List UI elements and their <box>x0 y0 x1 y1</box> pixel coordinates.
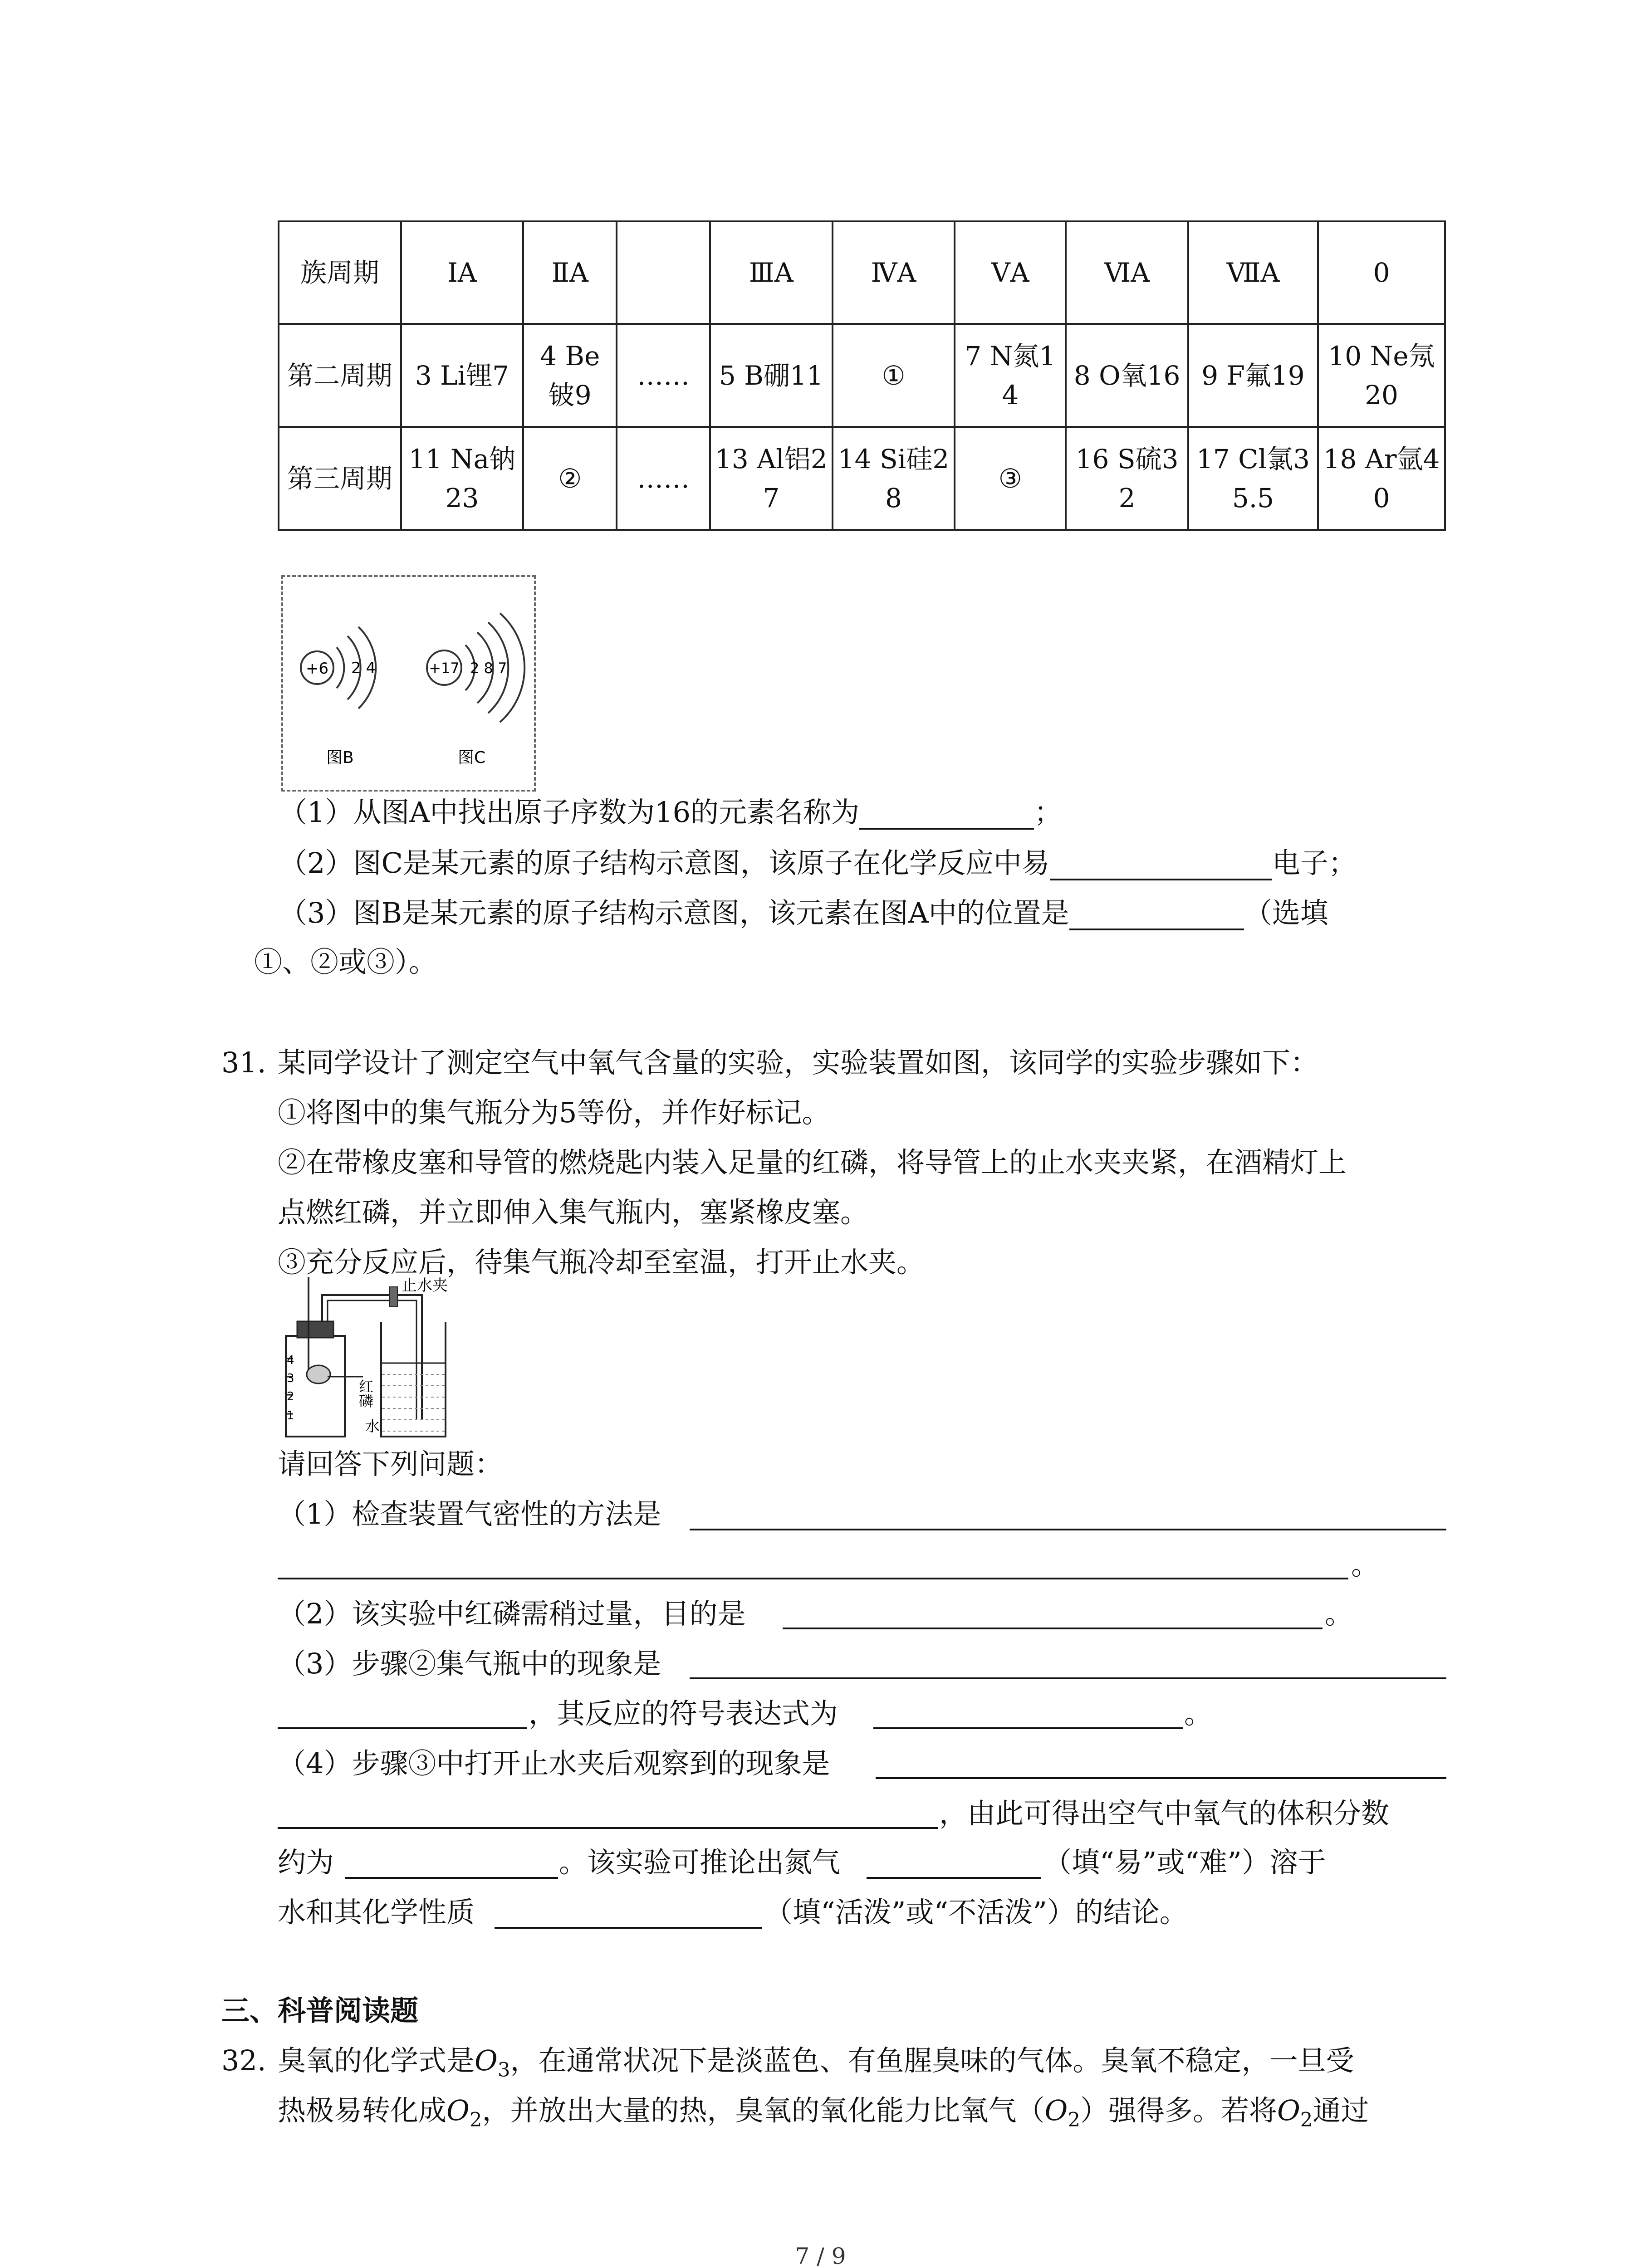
q30-part1-text: （1）从图A中找出原子序数为16的元素名称为 <box>279 796 860 829</box>
q31-step2a: ②在带橡皮塞和导管的燃烧匙内装入足量的红磷，将导管上的止水夹夹紧，在酒精灯上 <box>278 1146 1347 1179</box>
answer-blank[interactable] <box>278 1578 1348 1579</box>
q30-part1 <box>279 795 1062 830</box>
table-cell: 8 O氧16 <box>1066 324 1188 427</box>
q31-number: 31. <box>221 1046 266 1079</box>
answer-blank[interactable] <box>495 1927 762 1929</box>
answer-blank[interactable] <box>873 1727 1183 1729</box>
answer-blank[interactable] <box>876 1777 1446 1779</box>
q32-text: 臭氧的化学式是 <box>278 2044 475 2077</box>
answer-blank[interactable] <box>1069 901 1244 930</box>
mark-1: 1 <box>287 1409 294 1422</box>
q31-a4c-1: 约为 <box>278 1846 334 1879</box>
nucleus-c-label: +17 <box>429 660 460 677</box>
table-cell: ⅤA <box>955 221 1066 324</box>
mark-4: 4 <box>287 1354 294 1367</box>
q30-part1-end: ； <box>1034 796 1063 829</box>
table-cell: 0 <box>1318 221 1445 324</box>
phosphorus-label: 红磷 <box>357 1379 374 1408</box>
q32-line1 <box>278 2043 1354 2087</box>
table-cell: 17 Cl氯35.5 <box>1188 427 1318 530</box>
table-cell: 14 Si硅28 <box>833 427 955 530</box>
q31-a2-end: 。 <box>1325 1597 1353 1630</box>
table-cell: 13 Al铝27 <box>710 427 833 530</box>
electrons-c: 2 8 7 <box>470 660 507 677</box>
formula: O <box>475 2044 498 2077</box>
answer-blank[interactable] <box>859 801 1034 830</box>
figure-b-label: 图B <box>326 748 354 767</box>
table-cell: 5 B硼11 <box>710 324 833 427</box>
periodic-table <box>278 220 1446 531</box>
section-title: 三、科普阅读题 <box>221 1994 419 2027</box>
q32-text: ，在通常状况下是淡蓝色、有鱼腥臭味的气体。臭氧不稳定，一旦受 <box>510 2044 1354 2077</box>
q31-a1-end: 。 <box>1351 1548 1380 1581</box>
table-cell: ⅣA <box>833 221 955 324</box>
table-cell: ⅥA <box>1066 221 1188 324</box>
table-cell: 11 Na钠23 <box>401 427 524 530</box>
answer-blank[interactable] <box>1050 851 1272 880</box>
table-cell <box>617 221 710 324</box>
table-cell: 7 N氮14 <box>955 324 1066 427</box>
q31-a3b: ，其反应的符号表达式为 <box>529 1697 838 1730</box>
q31-a2: （2）该实验中红磷需稍过量，目的是 <box>278 1597 746 1630</box>
q32-text: ）强得多。若将 <box>1080 2094 1277 2127</box>
table-cell: ② <box>523 427 617 530</box>
formula: O <box>1277 2094 1300 2127</box>
q30-part2-end: 电子； <box>1272 846 1357 880</box>
answer-blank[interactable] <box>690 1529 1446 1530</box>
table-cell: ⅦA <box>1188 221 1318 324</box>
figure-c-label: 图C <box>458 748 486 767</box>
q32-line2 <box>278 2093 1369 2137</box>
table-cell: ③ <box>955 427 1066 530</box>
q31-a4c-3: （填“易”或“难”）溶于 <box>1043 1846 1326 1879</box>
water-label: 水 <box>365 1418 380 1435</box>
formula-subscript: 2 <box>1300 2108 1313 2131</box>
q31-step2b: 点燃红磷，并立即伸入集气瓶内，塞紧橡皮塞。 <box>278 1196 869 1229</box>
table-cell: …… <box>617 324 710 427</box>
q31-a4d-2: （填“活泼”或“不活泼”）的结论。 <box>764 1896 1188 1929</box>
q30-part3-cont: ①、②或③）。 <box>254 945 437 978</box>
q30-part2-text: （2）图C是某元素的原子结构示意图，该原子在化学反应中易 <box>279 846 1050 880</box>
q32-text: 通过 <box>1313 2094 1369 2127</box>
atom-diagrams <box>283 577 534 790</box>
electrons-b: 2 4 <box>351 659 376 677</box>
apparatus-diagram <box>277 1268 522 1445</box>
q31-a3: （3）步骤②集气瓶中的现象是 <box>278 1647 661 1680</box>
page-number: 7 / 9 <box>795 2243 846 2268</box>
q31-a4c-2: 。该实验可推论出氮气 <box>559 1846 841 1879</box>
table-row <box>279 427 1445 530</box>
q30-part2 <box>279 846 1357 880</box>
formula-subscript: 3 <box>497 2058 510 2082</box>
table-cell: 9 F氟19 <box>1188 324 1318 427</box>
formula-subscript: 2 <box>1068 2108 1080 2131</box>
atom-c <box>427 613 524 767</box>
q30-part3-text: （3）图B是某元素的原子结构示意图，该元素在图A中的位置是 <box>279 896 1069 929</box>
q31-step3: ③充分反应后，待集气瓶冷却至室温，打开止水夹。 <box>278 1246 925 1279</box>
q32-text: ，并放出大量的热，臭氧的氧化能力比氧气（ <box>482 2094 1045 2127</box>
q31-a4b: ，由此可得出空气中氧气的体积分数 <box>939 1797 1390 1830</box>
table-cell: ⅢA <box>710 221 833 324</box>
answer-blank[interactable] <box>690 1677 1446 1679</box>
formula-subscript: 2 <box>469 2108 482 2131</box>
q31-intro: 某同学设计了测定空气中氧气含量的实验，实验装置如图，该同学的实验步骤如下： <box>278 1046 1319 1079</box>
table-cell: 族周期 <box>279 221 401 324</box>
q31-step1: ①将图中的集气瓶分为5等份，并作好标记。 <box>278 1096 830 1129</box>
table-header-row <box>279 221 1445 324</box>
atom-b <box>301 627 376 767</box>
q31-a4d-1: 水和其化学性质 <box>278 1896 475 1929</box>
answer-blank[interactable] <box>867 1877 1041 1879</box>
mark-2: 2 <box>287 1390 294 1403</box>
table-cell: 3 Li锂7 <box>401 324 524 427</box>
table-cell: 4 Be铍9 <box>523 324 617 427</box>
table-cell: ① <box>833 324 955 427</box>
q31-a3-end: 。 <box>1184 1697 1213 1730</box>
atom-structure-figure <box>281 575 536 792</box>
table-cell: ⅠA <box>401 221 524 324</box>
table-row <box>279 324 1445 427</box>
answer-blank[interactable] <box>278 1727 527 1729</box>
formula: O <box>1044 2094 1068 2127</box>
mark-3: 3 <box>287 1372 294 1385</box>
q31-ask: 请回答下列问题： <box>278 1447 503 1481</box>
table-cell: …… <box>617 427 710 530</box>
table-cell: ⅡA <box>523 221 617 324</box>
table-cell: 10 Ne氖20 <box>1318 324 1445 427</box>
table-cell: 第三周期 <box>279 427 401 530</box>
table-cell: 第二周期 <box>279 324 401 427</box>
answer-blank[interactable] <box>783 1628 1323 1629</box>
q31-a1: （1）检查装置气密性的方法是 <box>278 1497 661 1530</box>
answer-blank[interactable] <box>345 1877 558 1879</box>
answer-blank[interactable] <box>278 1827 938 1829</box>
q32-number: 32. <box>221 2044 266 2077</box>
q30-part3-end: （选填 <box>1244 896 1328 929</box>
table-cell: 16 S硫32 <box>1066 427 1188 530</box>
q30-part3 <box>279 896 1328 930</box>
clamp-label: 止水夹 <box>402 1276 448 1295</box>
q31-a4: （4）步骤③中打开止水夹后观察到的现象是 <box>278 1747 830 1780</box>
nucleus-b-label: +6 <box>305 660 329 678</box>
table-cell: 18 Ar氩40 <box>1318 427 1445 530</box>
q32-text: 热极易转化成 <box>278 2094 447 2127</box>
experiment-apparatus-figure <box>277 1268 522 1445</box>
formula: O <box>446 2094 470 2127</box>
